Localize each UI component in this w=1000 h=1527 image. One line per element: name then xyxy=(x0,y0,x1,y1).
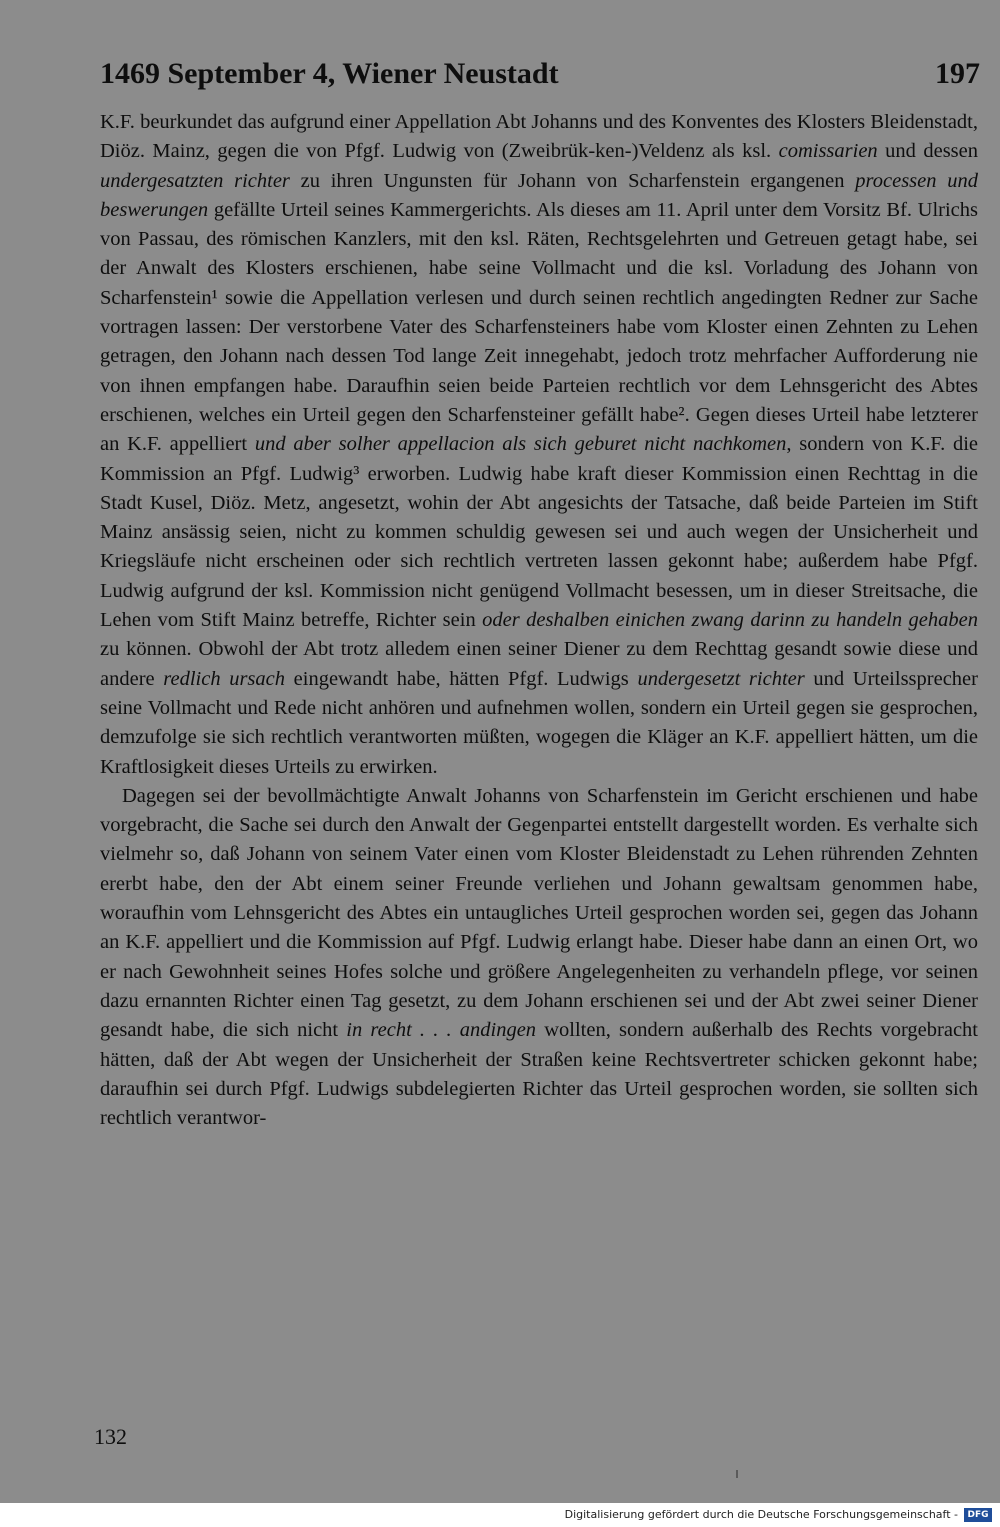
italic-quote: processen und beswerungen xyxy=(100,169,978,221)
paragraph xyxy=(100,108,978,782)
paragraph xyxy=(100,782,978,1134)
credit-bar xyxy=(0,1503,1000,1527)
italic-quote: comissarien xyxy=(778,140,878,163)
text-run: und dessen xyxy=(877,140,978,163)
text-run: und Urteilssprecher seine Vollmacht und Rede nicht anhören und aufnehmen wollen, sondern ein Urteil gegen sie gesprochen, demzufolge sie sich rechtlich verantworten müßten, wogegen die Kläger an K.F. appelliert hätten, um die Kraftlosigkeit dieses Urteils zu erwirken. xyxy=(100,667,978,778)
italic-quote: und aber solher appellacion als sich geburet nicht nachkomen xyxy=(254,433,787,456)
page-header xyxy=(100,56,980,92)
text-run: zu ihren Ungunsten für Johann von Scharfenstein ergangenen xyxy=(289,169,856,192)
italic-quote: redlich ursach xyxy=(163,667,286,690)
text-run: , sondern von K.F. die Kommission an Pfgf. Ludwig³ erworben. Ludwig habe kraft dieser Kommission einen Rechttag in die Stadt Kusel, Diöz. Metz, angesetzt, wohin der Abt angesichts der Tatsache, daß beide Parteien im Stift Mainz ansässig seien, nicht zu kommen schuldig gewesen sei und auch wegen der Unsicherheit und Kriegsläufe nicht erscheinen oder sich rechtlich vertreten lassen gekonnt habe; außerdem habe Pfgf. Ludwig aufgrund der ksl. Kommission nicht genügend Vollmacht besessen, um in dieser Streitsache, die Lehen vom Stift Mainz betreffe, Richter sein xyxy=(100,433,979,632)
text-run: wollten, sondern außerhalb des Rechts vorgebracht hätten, daß der Abt wegen der Unsicherheit der Straßen keine Rechtsvertreter schicken gekonnt habe; daraufhin sei durch Pfgf. Ludwigs subdelegierten Richter das Urteil gesprochen worden, sie sollten sich rechtlich verantwor- xyxy=(100,1019,978,1130)
scan-speck xyxy=(736,1470,738,1478)
dfg-logo: DFG xyxy=(964,1508,992,1522)
text-run: K.F. beurkundet das aufgrund einer Appellation Abt Johanns und des Konventes des Klosters Bleidenstadt, Diöz. Mainz, gegen die von Pfgf. Ludwig von (Zweibrük-ken-)Veldenz als ksl. xyxy=(100,111,978,163)
text-run: eingewandt habe, hätten Pfgf. Ludwigs xyxy=(285,667,638,690)
body-text xyxy=(100,108,978,1133)
italic-quote: undergesatzten richter xyxy=(100,169,290,192)
running-title: 1469 September 4, Wiener Neustadt xyxy=(100,57,559,90)
italic-quote: in recht . . . andingen xyxy=(346,1019,537,1042)
text-run: gefällte Urteil seines Kammergerichts. Als dieses am 11. April unter dem Vorsitz Bf. Ulrichs von Passau, des römischen Kanzlers, mit den ksl. Räten, Rechtsgelehrten und Getreuen getagt habe, sei der Anwalt des Klosters erschienen, habe seine Vollmacht und die ksl. Vorladung des Johann von Scharfenstein¹ sowie die Appellation verlesen und durch seinen rechtlich angedingten Redner zur Sache vortragen lassen: Der verstorbene Vater des Scharfensteiners habe vom Kloster einen Zehnten zu Lehen getragen, den Johann nach dessen Tod lange Zeit innegehabt, jedoch trotz mehrfacher Aufforderung nie von ihnen empfangen habe. Daraufhin seien beide Parteien rechtlich vor dem Lehnsgericht des Abtes erschienen, welches ein Urteil gegen den Scharfensteiner gefällt habe². Gegen dieses Urteil habe letzterer an K.F. appelliert xyxy=(100,198,978,456)
funding-credit: Digitalisierung gefördert durch die Deutsche Forschungsgemeinschaft - xyxy=(564,1508,958,1521)
text-run: zu können. Obwohl der Abt trotz alledem einen seiner Diener zu dem Rechttag gesandt sowie diese und andere xyxy=(100,638,978,690)
header-page-number: 197 xyxy=(935,57,980,90)
italic-quote: oder deshalben einichen zwang darinn zu handeln gehaben xyxy=(482,609,978,632)
italic-quote: undergesetzt richter xyxy=(637,667,805,690)
footer-page-number: 132 xyxy=(94,1424,127,1449)
text-run: Dagegen sei der bevollmächtigte Anwalt Johanns von Scharfenstein im Gericht erschienen und habe vorgebracht, die Sache sei durch den Anwalt der Gegenpartei entstellt dargestellt worden. Es verhalte sich vielmehr so, daß Johann von seinem Vater einen vom Kloster Bleidenstadt zu Lehen rührenden Zehnten ererbt habe, den der Abt einem seiner Freunde verliehen und Johann gewaltsam genommen habe, woraufhin vom Lehnsgericht des Abtes ein untaugliches Urteil gesprochen worden sei, gegen das Johann an K.F. appelliert und die Kommission auf Pfgf. Ludwig erlangt habe. Dieser habe dann an einen Ort, wo er nach Gewohnheit seines Hofes solche und größere Angelegenheiten zu verhandeln pflege, vor seinen dazu ernannten Richter einen Tag gesetzt, zu dem Johann erschienen sei und der Abt zwei seiner Diener gesandt habe, die sich nicht xyxy=(100,784,978,1042)
